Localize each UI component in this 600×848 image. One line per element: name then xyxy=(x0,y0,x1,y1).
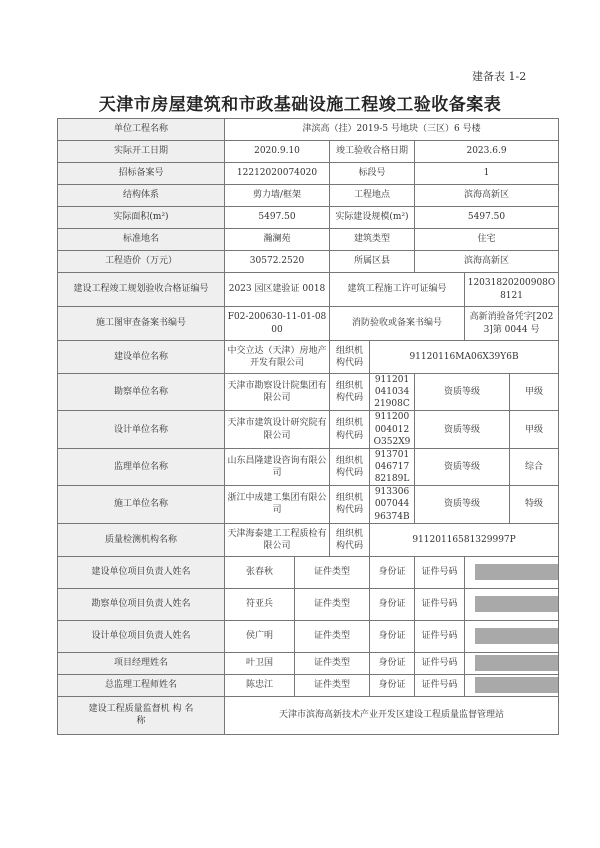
grade-label: 资质等级 xyxy=(415,448,510,485)
field-label: 建筑工程施工许可证编号 xyxy=(330,273,465,307)
org-code-label: 组织机构代码 xyxy=(330,411,370,448)
id-type-label: 证件类型 xyxy=(295,620,370,652)
org-code-value: 91330600704496374B xyxy=(370,486,415,523)
person-name: 张春秋 xyxy=(225,556,295,588)
field-value: 5497.50 xyxy=(225,207,330,229)
org-code-label: 组织机构代码 xyxy=(330,374,370,411)
id-no-redacted xyxy=(465,674,559,696)
id-type-label: 证件类型 xyxy=(295,674,370,696)
id-no-label: 证件号码 xyxy=(415,652,465,674)
redaction-block xyxy=(475,596,559,612)
org-code-value: 91120104103421908C xyxy=(370,374,415,411)
table-row xyxy=(58,229,559,251)
field-value: 住宅 xyxy=(415,229,559,251)
field-label: 招标备案号 xyxy=(58,163,225,185)
unit-name: 中交立达（天津）房地产开发有限公司 xyxy=(225,341,330,374)
field-value: 1 xyxy=(415,163,559,185)
grade-value: 综合 xyxy=(510,448,559,485)
table-row xyxy=(58,119,559,141)
id-type-label: 证件类型 xyxy=(295,556,370,588)
grade-label: 资质等级 xyxy=(415,374,510,411)
redaction-block xyxy=(475,655,559,671)
table-row xyxy=(58,588,559,620)
id-no-label: 证件号码 xyxy=(415,674,465,696)
person-name: 叶卫国 xyxy=(225,652,295,674)
field-value: 瀚澜苑 xyxy=(225,229,330,251)
field-label: 施工图审查备案书编号 xyxy=(58,307,225,341)
filing-table xyxy=(57,118,559,735)
id-type-value: 身份证 xyxy=(370,588,415,620)
org-code-value: 911201165813299​97P xyxy=(370,523,559,556)
unit-name: 天津市建筑设计研究院有限公司 xyxy=(225,411,330,448)
table-row xyxy=(58,652,559,674)
grade-value: 特级 xyxy=(510,486,559,523)
person-role: 项目经理姓名 xyxy=(58,652,225,674)
table-row xyxy=(58,341,559,374)
unit-name: 浙江中成建工集团有限公司 xyxy=(225,486,330,523)
field-value: 剪力墙/框架 xyxy=(225,185,330,207)
id-no-redacted xyxy=(465,620,559,652)
table-row xyxy=(58,696,559,734)
unit-name: 天津海泰建工工程质检有限公司 xyxy=(225,523,330,556)
field-value: 津滨高（挂）2019-5 号地块（三区）6 号楼 xyxy=(225,119,559,141)
field-value: 滨海高新区 xyxy=(415,251,559,273)
table-row xyxy=(58,486,559,523)
person-role: 设计单位项目负责人姓名 xyxy=(58,620,225,652)
table-row xyxy=(58,273,559,307)
redaction-block xyxy=(475,564,559,580)
field-label: 实际面积(m²) xyxy=(58,207,225,229)
grade-value: 甲级 xyxy=(510,411,559,448)
id-no-redacted xyxy=(465,652,559,674)
person-name: 符亚兵 xyxy=(225,588,295,620)
table-row xyxy=(58,523,559,556)
field-value: 12212020074020 xyxy=(225,163,330,185)
grade-value: 甲级 xyxy=(510,374,559,411)
table-row xyxy=(58,374,559,411)
org-code-value: 911200004012O352X9 xyxy=(370,411,415,448)
redaction-block xyxy=(475,677,559,693)
field-label: 工程地点 xyxy=(330,185,415,207)
id-type-label: 证件类型 xyxy=(295,588,370,620)
field-label: 工程造价（万元） xyxy=(58,251,225,273)
unit-label: 施工单位名称 xyxy=(58,486,225,523)
field-label: 消防验收或备案书编号 xyxy=(330,307,465,341)
org-code-label: 组织机构代码 xyxy=(330,486,370,523)
unit-name: 山东昌隆建设咨询有限公司 xyxy=(225,448,330,485)
id-type-value: 身份证 xyxy=(370,674,415,696)
field-label: 标准地名 xyxy=(58,229,225,251)
table-row xyxy=(58,207,559,229)
id-type-value: 身份证 xyxy=(370,556,415,588)
id-no-redacted xyxy=(465,556,559,588)
document-title: 天津市房屋建筑和市政基础设施工程竣工验收备案表 xyxy=(98,95,502,115)
org-code-label: 组织机构代码 xyxy=(330,448,370,485)
unit-label: 建设单位名称 xyxy=(58,341,225,374)
field-value: 2020.9.10 xyxy=(225,141,330,163)
field-value: 高新消验备凭字[2023]第 0044 号 xyxy=(465,307,559,341)
field-label: 标段号 xyxy=(330,163,415,185)
table-row xyxy=(58,251,559,273)
unit-label: 设计单位名称 xyxy=(58,411,225,448)
id-no-label: 证件号码 xyxy=(415,620,465,652)
field-value: 30572.2520 xyxy=(225,251,330,273)
field-value: 12031820200908O8121 xyxy=(465,273,559,307)
id-no-label: 证件号码 xyxy=(415,588,465,620)
table-row xyxy=(58,185,559,207)
id-no-label: 证件号码 xyxy=(415,556,465,588)
unit-name: 天津市勘察设计院集团有限公司 xyxy=(225,374,330,411)
field-label: 所属区县 xyxy=(330,251,415,273)
table-row xyxy=(58,163,559,185)
table-row xyxy=(58,674,559,696)
field-label: 实际开工日期 xyxy=(58,141,225,163)
org-code-value: 91120116MA06X39Y6B xyxy=(370,341,559,374)
grade-label: 资质等级 xyxy=(415,486,510,523)
unit-label: 勘察单位名称 xyxy=(58,374,225,411)
id-type-label: 证件类型 xyxy=(295,652,370,674)
table-row xyxy=(58,411,559,448)
field-label: 结构体系 xyxy=(58,185,225,207)
id-type-value: 身份证 xyxy=(370,620,415,652)
field-label: 竣工验收合格日期 xyxy=(330,141,415,163)
person-role: 建设单位项目负责人姓名 xyxy=(58,556,225,588)
field-label: 建设工程竣工规划验收合格证编号 xyxy=(58,273,225,307)
field-value: F02-200630-11-01-0800 xyxy=(225,307,330,341)
supervision-label: 建设工程质量监督机 构 名 称 xyxy=(58,696,225,734)
form-number: 建备表 1-2 xyxy=(472,70,527,83)
id-type-value: 身份证 xyxy=(370,652,415,674)
field-value: 5497.50 xyxy=(415,207,559,229)
unit-label: 监理单位名称 xyxy=(58,448,225,485)
table-row xyxy=(58,620,559,652)
table-row xyxy=(58,307,559,341)
field-label: 单位工程名称 xyxy=(58,119,225,141)
table-row xyxy=(58,448,559,485)
person-role: 勘察单位项目负责人姓名 xyxy=(58,588,225,620)
table-row xyxy=(58,141,559,163)
field-value: 2023.6.9 xyxy=(415,141,559,163)
field-value: 2023 园区建验证 0018 xyxy=(225,273,330,307)
redaction-block xyxy=(475,628,559,644)
org-code-label: 组织机构代码 xyxy=(330,523,370,556)
org-code-value: 91370104671782189L xyxy=(370,448,415,485)
person-name: 陈忠江 xyxy=(225,674,295,696)
org-code-label: 组织机构代码 xyxy=(330,341,370,374)
person-role: 总监理工程师姓名 xyxy=(58,674,225,696)
grade-label: 资质等级 xyxy=(415,411,510,448)
field-label: 实际建设规模(m²) xyxy=(330,207,415,229)
supervision-value: 天津市滨海高新技术产业开发区建设工程质量监督管理站 xyxy=(225,696,559,734)
table-row xyxy=(58,556,559,588)
field-value: 滨海高新区 xyxy=(415,185,559,207)
person-name: 侯广明 xyxy=(225,620,295,652)
field-label: 建筑类型 xyxy=(330,229,415,251)
id-no-redacted xyxy=(465,588,559,620)
unit-label: 质量检测机构名称 xyxy=(58,523,225,556)
